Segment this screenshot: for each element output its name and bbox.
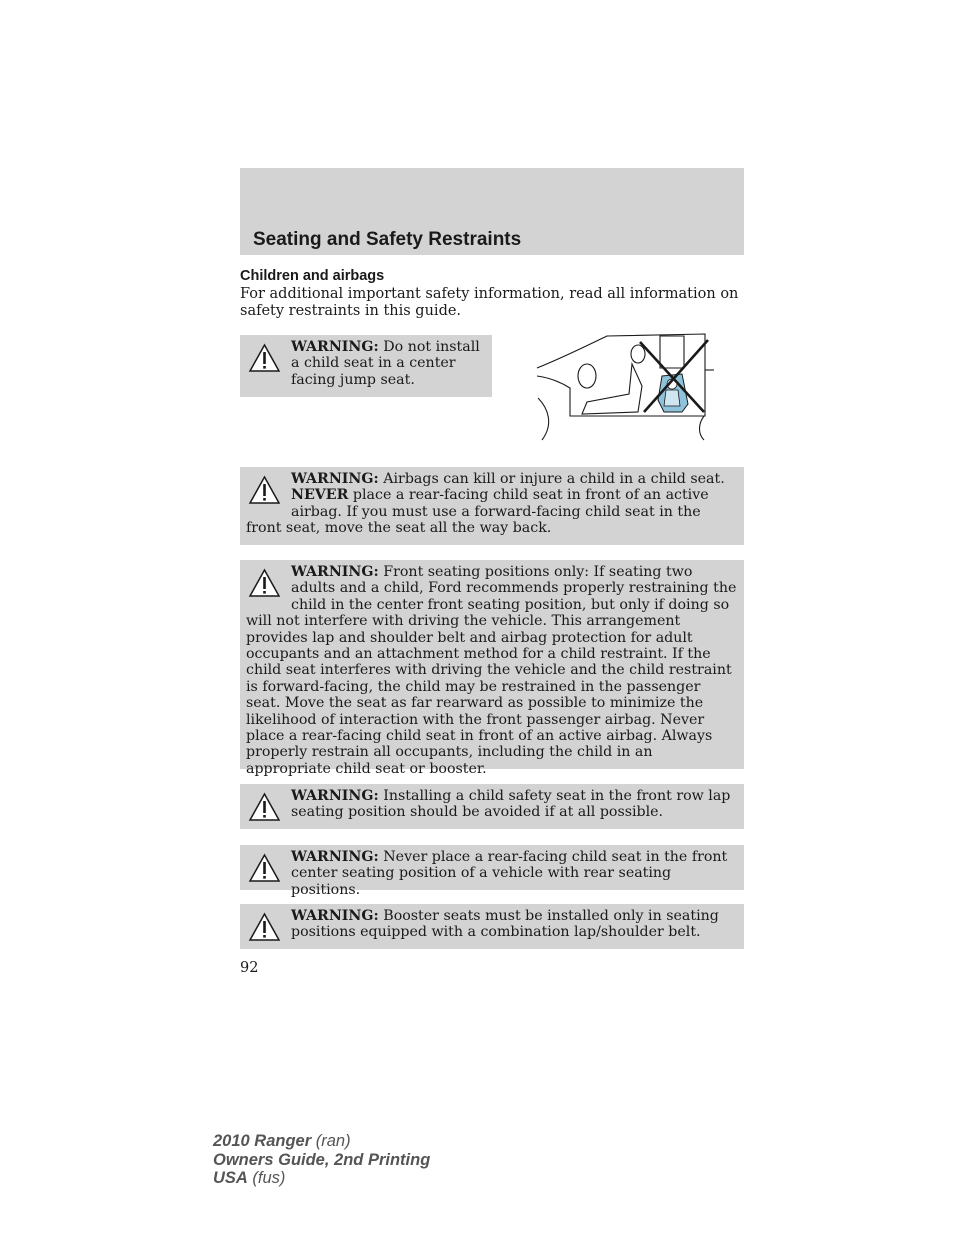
- warning-box: [240, 904, 744, 949]
- warning-triangle-icon: [248, 792, 281, 822]
- warning-label: WARNING:: [291, 908, 379, 924]
- warning-box: [240, 784, 744, 829]
- section-header-band: [240, 168, 744, 255]
- warning-label: WARNING:: [291, 849, 379, 865]
- footer-model-code: (ran): [311, 1132, 351, 1150]
- page-title: Seating and Safety Restraints: [253, 229, 522, 250]
- page-number: 92: [240, 960, 259, 976]
- warning-body: Front seating positions only: If seating two adults and a child, Ford recommends properly restraining the child in the center front seating position, but only if doing so will not interfere with driving the vehicle. This arrangement provides lap and shoulder belt and airbag protection for adult occupants and an attachment method for a child restraint. If the child seat interferes with driving the vehicle and the child restraint is forward-facing, the child may be restrained in the passenger seat. Move the seat as far rearward as possible to minimize the likelihood of interaction with the front passenger airbag. Never place a rear-facing child seat in front of an active airbag. Always properly restrain all occupants, including the child in an appropriate child seat or booster.: [246, 564, 737, 777]
- warning-triangle-icon: [248, 912, 281, 942]
- warning-text: [246, 908, 738, 941]
- warning-text: [246, 788, 738, 821]
- warning-triangle-icon: [248, 853, 281, 883]
- warning-text: [246, 564, 738, 777]
- footer-line-1: [213, 1132, 430, 1151]
- warning-body: Booster seats must be installed only in seating positions equipped with a combination lap/shoulder belt.: [291, 908, 719, 941]
- warning-text: [246, 339, 486, 388]
- warning-triangle-icon: [248, 343, 281, 373]
- never-emphasis: NEVER: [291, 487, 349, 504]
- intro-paragraph: For additional important safety information, read all information on safety restraints in this guide.: [240, 286, 739, 319]
- warning-body: Installing a child safety seat in the front row lap seating position should be avoided if at all possible.: [291, 788, 731, 821]
- footer-line-2: Owners Guide, 2nd Printing: [213, 1150, 431, 1169]
- warning-body: Never place a rear-facing child seat in the front center seating position of a vehicle with rear seating positions.: [291, 849, 728, 898]
- warning-body: Do not install a child seat in a center facing jump seat.: [291, 339, 480, 388]
- document-footer: [213, 1132, 430, 1188]
- warning-label: WARNING:: [291, 564, 379, 580]
- warning-box: [240, 560, 744, 777]
- warning-box: [240, 845, 744, 898]
- warning-body: Airbags can kill or injure a child in a child seat.: [383, 471, 725, 487]
- warning-body: place a rear-facing child seat in front of an active airbag. If you must use a forward-facing child seat in the front seat, move the seat all the way back.: [246, 487, 709, 537]
- warning-text: [246, 849, 738, 898]
- warning-label: WARNING:: [291, 471, 379, 487]
- footer-market: USA: [213, 1169, 248, 1187]
- warning-triangle-icon: [248, 475, 281, 505]
- warning-box: [240, 335, 492, 397]
- warning-triangle-icon: [248, 568, 281, 598]
- warning-label: WARNING:: [291, 339, 379, 355]
- warning-label: WARNING:: [291, 788, 379, 804]
- warning-text: [246, 471, 738, 537]
- footer-market-code: (fus): [247, 1169, 286, 1187]
- footer-line-3: [213, 1169, 430, 1188]
- warning-box: [240, 467, 744, 545]
- section-heading: Children and airbags: [240, 268, 385, 284]
- child-seat-jump-seat-prohibited-illustration: [532, 328, 716, 446]
- footer-model: 2010 Ranger: [213, 1132, 312, 1150]
